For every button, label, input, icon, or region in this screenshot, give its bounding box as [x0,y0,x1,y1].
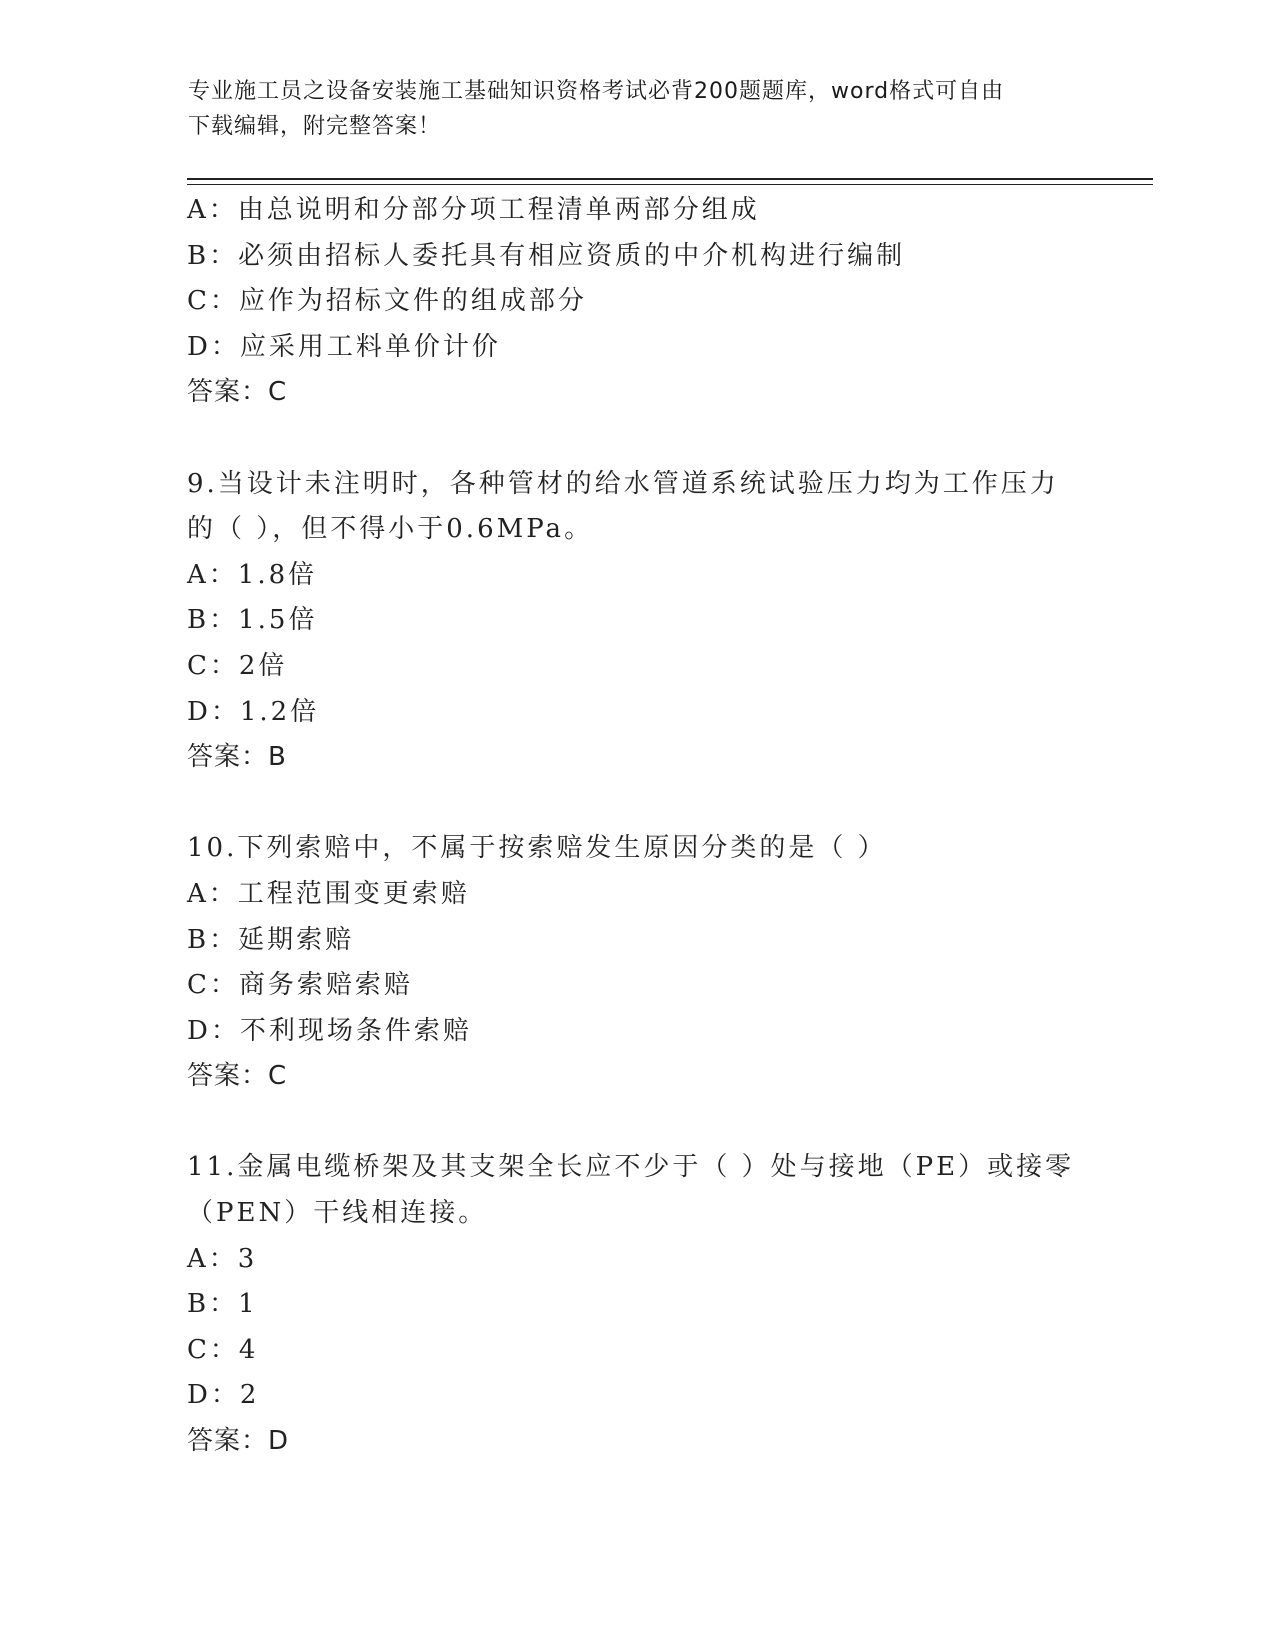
question-text-line: 10.下列索赔中，不属于按索赔发生原因分类的是（ ） [187,833,887,864]
option-a: A：由总说明和分部分项工程清单两部分组成 [187,195,760,225]
question-block [187,826,1087,1100]
option-c: C：2倍 [187,650,288,681]
header-rule-thin [187,184,1153,185]
option-b: B：1 [187,1289,258,1320]
question-block [187,188,1087,416]
answer-line: 答案：C [187,377,288,408]
block-spacer [187,416,1087,462]
answer-line: 答案：C [187,1061,288,1092]
answer-line: 答案：B [187,742,287,773]
header-line-2: 下载编辑，附完整答案！ [188,114,442,139]
option-d: D：1.2倍 [187,696,320,727]
question-text-line: 11.金属电缆桥架及其支架全长应不少于（ ）处与接地（PE）或接零 [187,1152,1075,1183]
option-b: B：延期索赔 [187,924,355,955]
header-rule-thick [187,178,1153,180]
question-list [187,188,1087,1465]
option-c: C：商务索赔索赔 [187,970,413,1001]
block-spacer [187,1100,1087,1146]
option-a: A：1.8倍 [187,559,318,590]
option-a: A：工程范围变更索赔 [187,878,470,909]
question-text-line: 9.当设计未注明时，各种管材的给水管道系统试验压力均为工作压力 [187,468,1059,499]
option-a: A：3 [187,1243,258,1274]
option-c: C：应作为招标文件的组成部分 [187,286,587,317]
option-d: D：应采用工料单价计价 [187,331,501,362]
header-line-1: 专业施工员之设备安装施工基础知识资格考试必背200题题库，word格式可自由 [188,79,1005,104]
question-text-line: 的（ ），但不得小于0.6MPa。 [187,514,594,545]
document-header [188,74,1088,144]
question-text-line: （PEN）干线相连接。 [187,1198,488,1229]
option-c: C：4 [187,1334,259,1365]
option-d: D：不利现场条件索赔 [187,1015,472,1046]
option-b: B：必须由招标人委托具有相应资质的中介机构进行编制 [187,240,906,271]
question-block [187,1145,1087,1464]
option-d: D：2 [187,1380,260,1411]
answer-line: 答案：D [187,1426,290,1457]
block-spacer [187,781,1087,827]
question-block [187,462,1087,781]
option-b: B：1.5倍 [187,605,318,636]
